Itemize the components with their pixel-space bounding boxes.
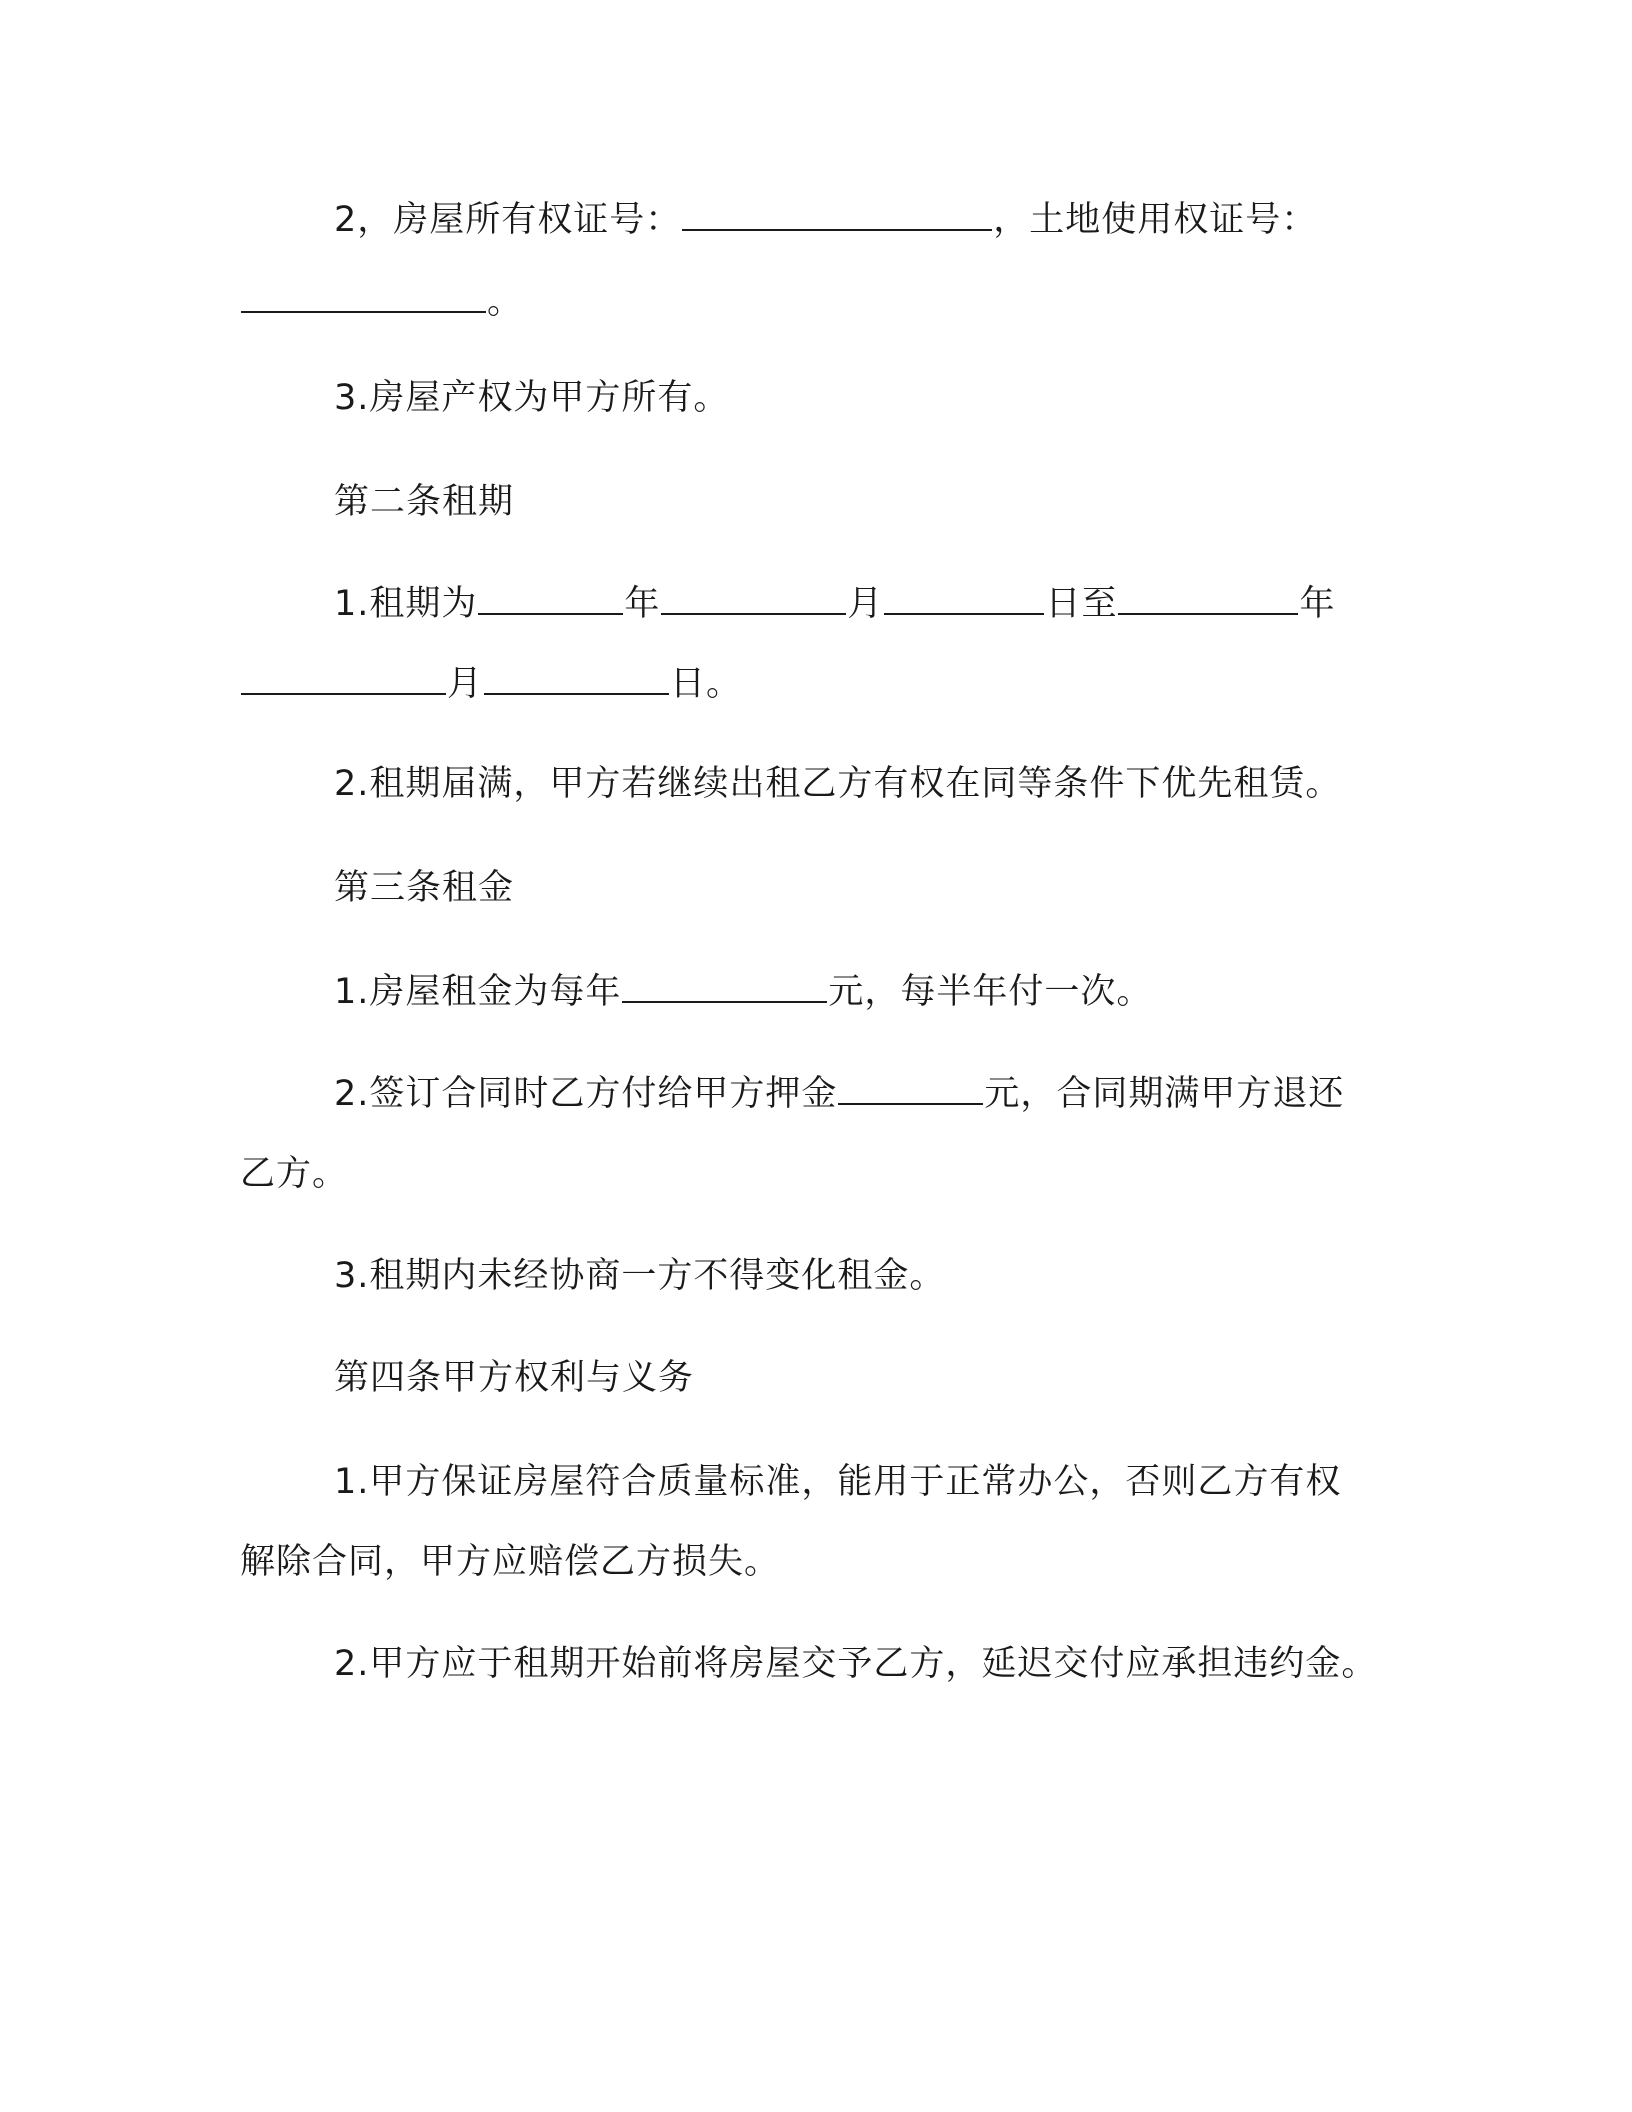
clause-delivery: 2.甲方应于租期开始前将房屋交予乙方，延迟交付应承担违约金。 [334,1644,1378,1684]
clause-rent-change: 3.租期内未经协商一方不得变化租金。 [334,1256,946,1296]
section-heading-party-a-rights: 第四条甲方权利与义务 [334,1358,695,1398]
fill-in-blank-annual-rent [622,971,827,1003]
clause-lease-period-cont [240,660,742,708]
section-heading-rent: 第三条租金 [334,868,515,908]
clause-ownership-certificates [334,196,1317,244]
text-segment: 年 [624,584,661,624]
text-segment: 1.租期为 [334,584,478,624]
fill-in-blank-end-month [241,663,446,695]
clause-quality-guarantee-cont: 解除合同，甲方应赔偿乙方损失。 [240,1542,781,1582]
fill-in-blank-end-day [484,663,669,695]
fill-in-blank-end-year [1118,583,1298,615]
fill-in-blank-deposit [838,1073,983,1105]
fill-in-blank-start-month [661,583,846,615]
fill-in-blank-ownership-no [682,199,992,231]
text-segment: 。 [487,282,524,322]
fill-in-blank-start-day [884,583,1044,615]
section-heading-lease-term: 第二条租期 [334,482,515,522]
clause-lease-period [334,580,1335,628]
clause-deposit-cont: 乙方。 [240,1154,349,1194]
clause-annual-rent [334,968,1152,1016]
text-segment: 年 [1299,584,1336,624]
text-segment: 日。 [670,664,743,704]
text-segment: 元，每半年付一次。 [828,972,1153,1012]
clause-land-use-certificate [240,278,523,326]
text-segment: 月 [447,664,484,704]
text-segment: 2.签订合同时乙方付给甲方押金 [334,1074,838,1114]
text-segment: 2，房屋所有权证号： [334,200,682,240]
text-segment: 元，合同期满甲方退还 [984,1074,1345,1114]
clause-renewal-priority: 2.租期届满，甲方若继续出租乙方有权在同等条件下优先租赁。 [334,764,1342,804]
clause-quality-guarantee: 1.甲方保证房屋符合质量标准，能用于正常办公，否则乙方有权 [334,1462,1342,1502]
fill-in-blank-land-use-no [241,281,486,313]
text-segment: 月 [847,584,884,624]
clause-deposit [334,1070,1344,1118]
text-segment: 1.房屋租金为每年 [334,972,622,1012]
text-segment: 日至 [1045,584,1118,624]
fill-in-blank-start-year [478,583,623,615]
text-segment: ，土地使用权证号： [993,200,1318,240]
clause-property-rights: 3.房屋产权为甲方所有。 [334,378,730,418]
